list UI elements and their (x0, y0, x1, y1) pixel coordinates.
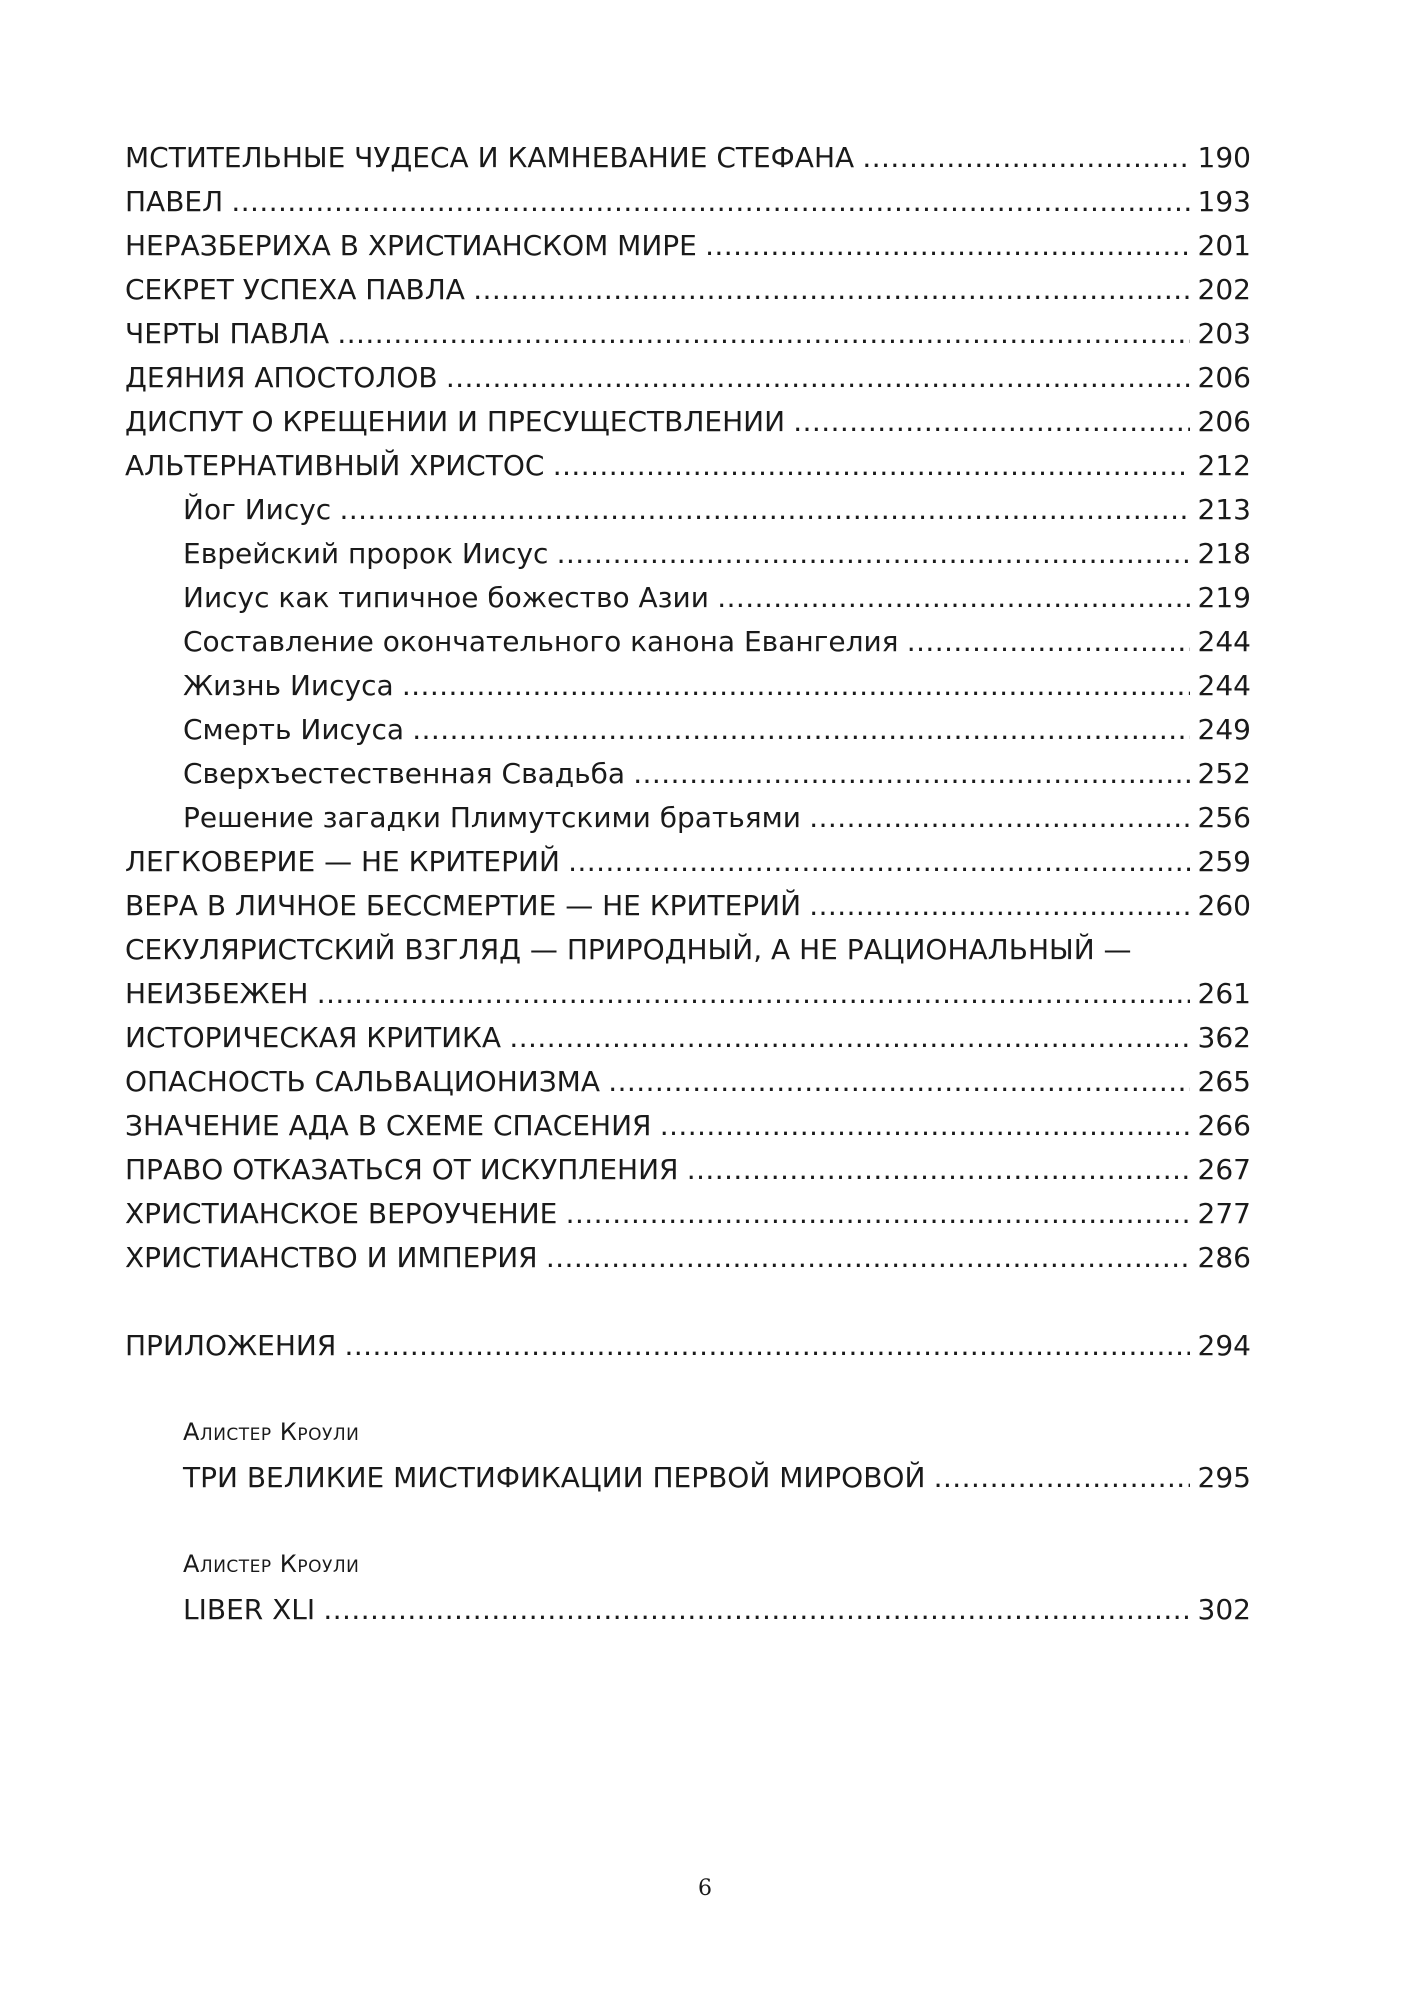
dot-leader (705, 224, 1190, 268)
dot-leader (323, 1588, 1189, 1632)
spacer (125, 1368, 1251, 1408)
toc-entry-line1 (125, 928, 1251, 972)
toc-subentry (125, 708, 1251, 752)
entry-page: 213 (1197, 493, 1251, 526)
entry-title: ЗНАЧЕНИЕ АДА В СХЕМЕ СПАСЕНИЯ (125, 1109, 652, 1142)
entry-title: ВЕРА В ЛИЧНОЕ БЕССМЕРТИЕ — НЕ КРИТЕРИЙ (125, 889, 802, 922)
entry-title: ОПАСНОСТЬ САЛЬВАЦИОНИЗМА (125, 1065, 600, 1098)
toc-appendix (125, 1324, 1251, 1368)
toc-entry (125, 840, 1251, 884)
entry-page: 286 (1197, 1241, 1251, 1274)
toc-subentry (125, 488, 1251, 532)
entry-title: ХРИСТИАНСТВО И ИМПЕРИЯ (125, 1241, 538, 1274)
dot-leader (608, 1060, 1190, 1104)
entry-page: 252 (1197, 757, 1251, 790)
dot-leader (446, 356, 1190, 400)
entry-title: Йог Иисус (183, 493, 332, 526)
toc-subentry (125, 576, 1251, 620)
entry-title: НЕРАЗБЕРИХА В ХРИСТИАНСКОМ МИРЕ (125, 229, 697, 262)
dot-leader (552, 444, 1189, 488)
dot-leader (809, 796, 1190, 840)
dot-leader (659, 1104, 1189, 1148)
entry-page: 362 (1197, 1021, 1251, 1054)
entry-page: 266 (1197, 1109, 1251, 1142)
entry-page: 201 (1197, 229, 1251, 262)
entry-title: НЕИЗБЕЖЕН (125, 977, 309, 1010)
entry-page: 277 (1197, 1197, 1251, 1230)
toc-entry (125, 1104, 1251, 1148)
toc-entry (125, 224, 1251, 268)
entry-title: ЛЕГКОВЕРИЕ — НЕ КРИТЕРИЙ (125, 845, 560, 878)
dot-leader (565, 1192, 1189, 1236)
entry-page: 294 (1197, 1329, 1251, 1362)
entry-title: ХРИСТИАНСКОЕ ВЕРОУЧЕНИЕ (125, 1197, 558, 1230)
toc-entry (125, 180, 1251, 224)
entry-title: ПАВЕЛ (125, 185, 224, 218)
entry-page: 219 (1197, 581, 1251, 614)
spacer (125, 1280, 1251, 1324)
toc-subentry (125, 796, 1251, 840)
entry-title: ПРАВО ОТКАЗАТЬСЯ ОТ ИСКУПЛЕНИЯ (125, 1153, 679, 1186)
entry-page: 206 (1197, 361, 1251, 394)
dot-leader (568, 840, 1190, 884)
toc-entry (125, 400, 1251, 444)
dot-leader (509, 1016, 1189, 1060)
entry-title: Сверхъестественная Свадьба (183, 757, 626, 790)
appendix-author: Алистер Кроули (183, 1418, 360, 1446)
entry-title: Иисус как типичное божество Азии (183, 581, 709, 614)
entry-page: 190 (1197, 141, 1251, 174)
toc-subentry (125, 664, 1251, 708)
entry-page: 260 (1197, 889, 1251, 922)
entry-title: ДИСПУТ О КРЕЩЕНИИ И ПРЕСУЩЕСТВЛЕНИИ (125, 405, 786, 438)
entry-page: 244 (1197, 625, 1251, 658)
entry-title: ДЕЯНИЯ АПОСТОЛОВ (125, 361, 438, 394)
toc-subentry (125, 532, 1251, 576)
toc-entry (125, 884, 1251, 928)
entry-page: 218 (1197, 537, 1251, 570)
dot-leader (473, 268, 1190, 312)
dot-leader (231, 180, 1189, 224)
entry-title: Еврейский пророк Иисус (183, 537, 549, 570)
dot-leader (907, 620, 1190, 664)
entry-title: Составление окончательного канона Евангелия (183, 625, 899, 658)
toc-entry (125, 312, 1251, 356)
dot-leader (546, 1236, 1190, 1280)
dot-leader (862, 136, 1189, 180)
entry-title: ТРИ ВЕЛИКИЕ МИСТИФИКАЦИИ ПЕРВОЙ МИРОВОЙ (183, 1461, 926, 1494)
entry-title: МСТИТЕЛЬНЫЕ ЧУДЕСА И КАМНЕВАНИЕ СТЕФАНА (125, 141, 855, 174)
entry-page: 193 (1197, 185, 1251, 218)
entry-page: 267 (1197, 1153, 1251, 1186)
table-of-contents (125, 136, 1251, 1632)
toc-entry (125, 1236, 1251, 1280)
toc-subentry (125, 620, 1251, 664)
entry-page: 203 (1197, 317, 1251, 350)
entry-page: 259 (1197, 845, 1251, 878)
spacer (125, 1500, 1251, 1540)
toc-subentry (125, 752, 1251, 796)
entry-title: ИСТОРИЧЕСКАЯ КРИТИКА (125, 1021, 502, 1054)
dot-leader (717, 576, 1190, 620)
entry-page: 212 (1197, 449, 1251, 482)
entry-page: 265 (1197, 1065, 1251, 1098)
toc-appendix-item (125, 1588, 1251, 1632)
toc-entry (125, 444, 1251, 488)
entry-page: 202 (1197, 273, 1251, 306)
entry-title: АЛЬТЕРНАТИВНЫЙ ХРИСТОС (125, 449, 545, 482)
entry-title: ПРИЛОЖЕНИЯ (125, 1329, 337, 1362)
entry-page: 256 (1197, 801, 1251, 834)
entry-title: LIBER XLI (183, 1593, 316, 1626)
toc-entry (125, 1148, 1251, 1192)
toc-entry (125, 1060, 1251, 1104)
entry-title: ЧЕРТЫ ПАВЛА (125, 317, 330, 350)
entry-page: 302 (1197, 1593, 1251, 1626)
dot-leader (402, 664, 1190, 708)
dot-leader (556, 532, 1189, 576)
entry-title: Решение загадки Плимутскими братьями (183, 801, 801, 834)
toc-entry (125, 1192, 1251, 1236)
toc-entry (125, 1016, 1251, 1060)
dot-leader (412, 708, 1190, 752)
dot-leader (339, 488, 1189, 532)
page-number: 6 (698, 1876, 712, 1901)
toc-entry (125, 972, 1251, 1016)
toc-entry (125, 136, 1251, 180)
dot-leader (686, 1148, 1189, 1192)
entry-title: СЕКРЕТ УСПЕХА ПАВЛА (125, 273, 465, 306)
dot-leader (344, 1324, 1189, 1368)
entry-page: 244 (1197, 669, 1251, 702)
appendix-author: Алистер Кроули (183, 1550, 360, 1578)
entry-page: 249 (1197, 713, 1251, 746)
entry-page: 261 (1197, 977, 1251, 1010)
dot-leader (933, 1456, 1189, 1500)
entry-title: Смерть Иисуса (183, 713, 405, 746)
toc-entry (125, 356, 1251, 400)
toc-appendix-item (125, 1456, 1251, 1500)
dot-leader (633, 752, 1190, 796)
toc-entry (125, 268, 1251, 312)
entry-page: 206 (1197, 405, 1251, 438)
entry-page: 295 (1197, 1461, 1251, 1494)
entry-title: Жизнь Иисуса (183, 669, 394, 702)
dot-leader (316, 972, 1189, 1016)
dot-leader (793, 400, 1190, 444)
dot-leader (809, 884, 1190, 928)
entry-title: СЕКУЛЯРИСТСКИЙ ВЗГЛЯД — ПРИРОДНЫЙ, А НЕ РАЦИОНАЛЬНЫЙ — (125, 933, 1132, 966)
dot-leader (337, 312, 1189, 356)
